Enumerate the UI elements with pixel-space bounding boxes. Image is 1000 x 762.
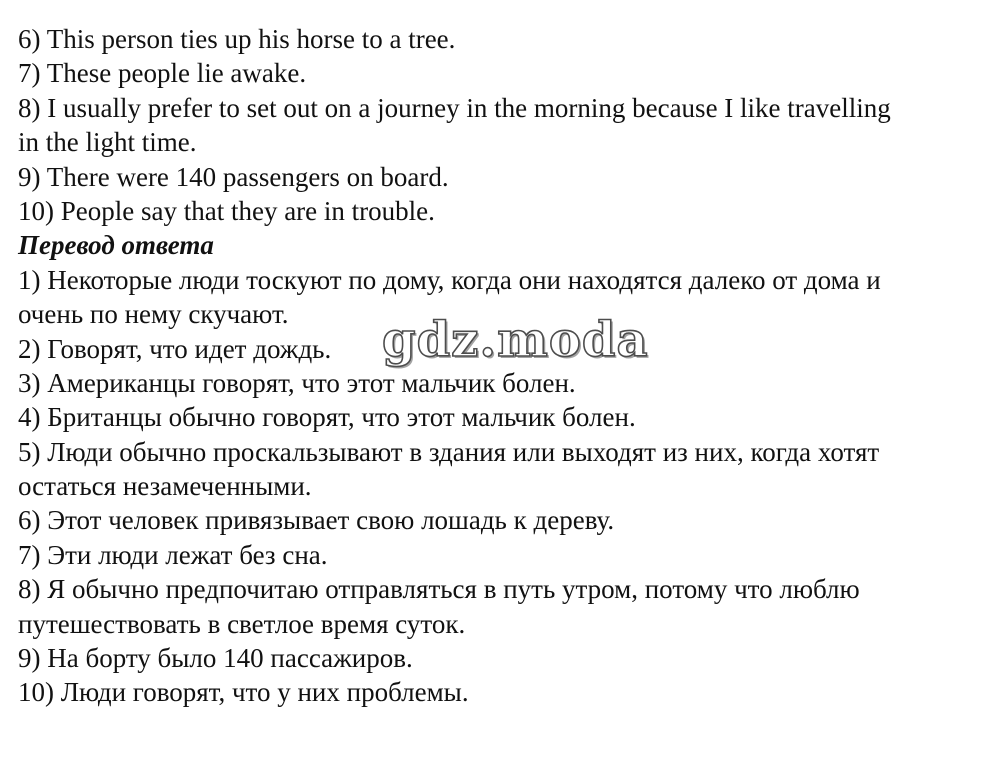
russian-line: 8) Я обычно предпочитаю отправляться в путь утром, потому что люблю [18,574,860,605]
english-line: 7) These people lie awake. [18,58,307,89]
russian-line: 5) Люди обычно проскальзывают в здания или выходят из них, когда хотят [18,436,880,467]
english-line: 9) There were 140 passengers on board. [18,161,449,192]
russian-line: 7) Эти люди лежат без сна. [18,539,328,570]
english-line: in the light time. [18,127,197,158]
english-line: 6) This person ties up his horse to a tree. [18,24,456,54]
watermark-logo: gdz.moda [382,312,649,368]
russian-line: очень по нему скучают. [18,299,289,330]
russian-line: 1) Некоторые люди тоскуют по дому, когда они находятся далеко от дома и [18,264,881,295]
russian-line: остаться незамеченными. [18,471,312,502]
russian-line: 2) Говорят, что идет дождь. [18,333,332,364]
russian-line: 3) Американцы говорят, что этот мальчик болен. [18,367,576,398]
russian-line: 6) Этот человек привязывает свою лошадь к дереву. [18,505,615,536]
russian-line: 9) На борту было 140 пассажиров. [18,643,413,674]
russian-line: 10) Люди говорят, что у них проблемы. [18,677,469,708]
russian-line: 4) Британцы обычно говорят, что этот мальчик болен. [18,402,636,433]
english-line: 10) People say that they are in trouble. [18,195,435,226]
russian-line: путешествовать в светлое время суток. [18,608,466,639]
english-line: 8) I usually prefer to set out on a journey in the morning because I like travelling [18,92,891,123]
translation-heading: Перевод ответа [18,230,214,261]
